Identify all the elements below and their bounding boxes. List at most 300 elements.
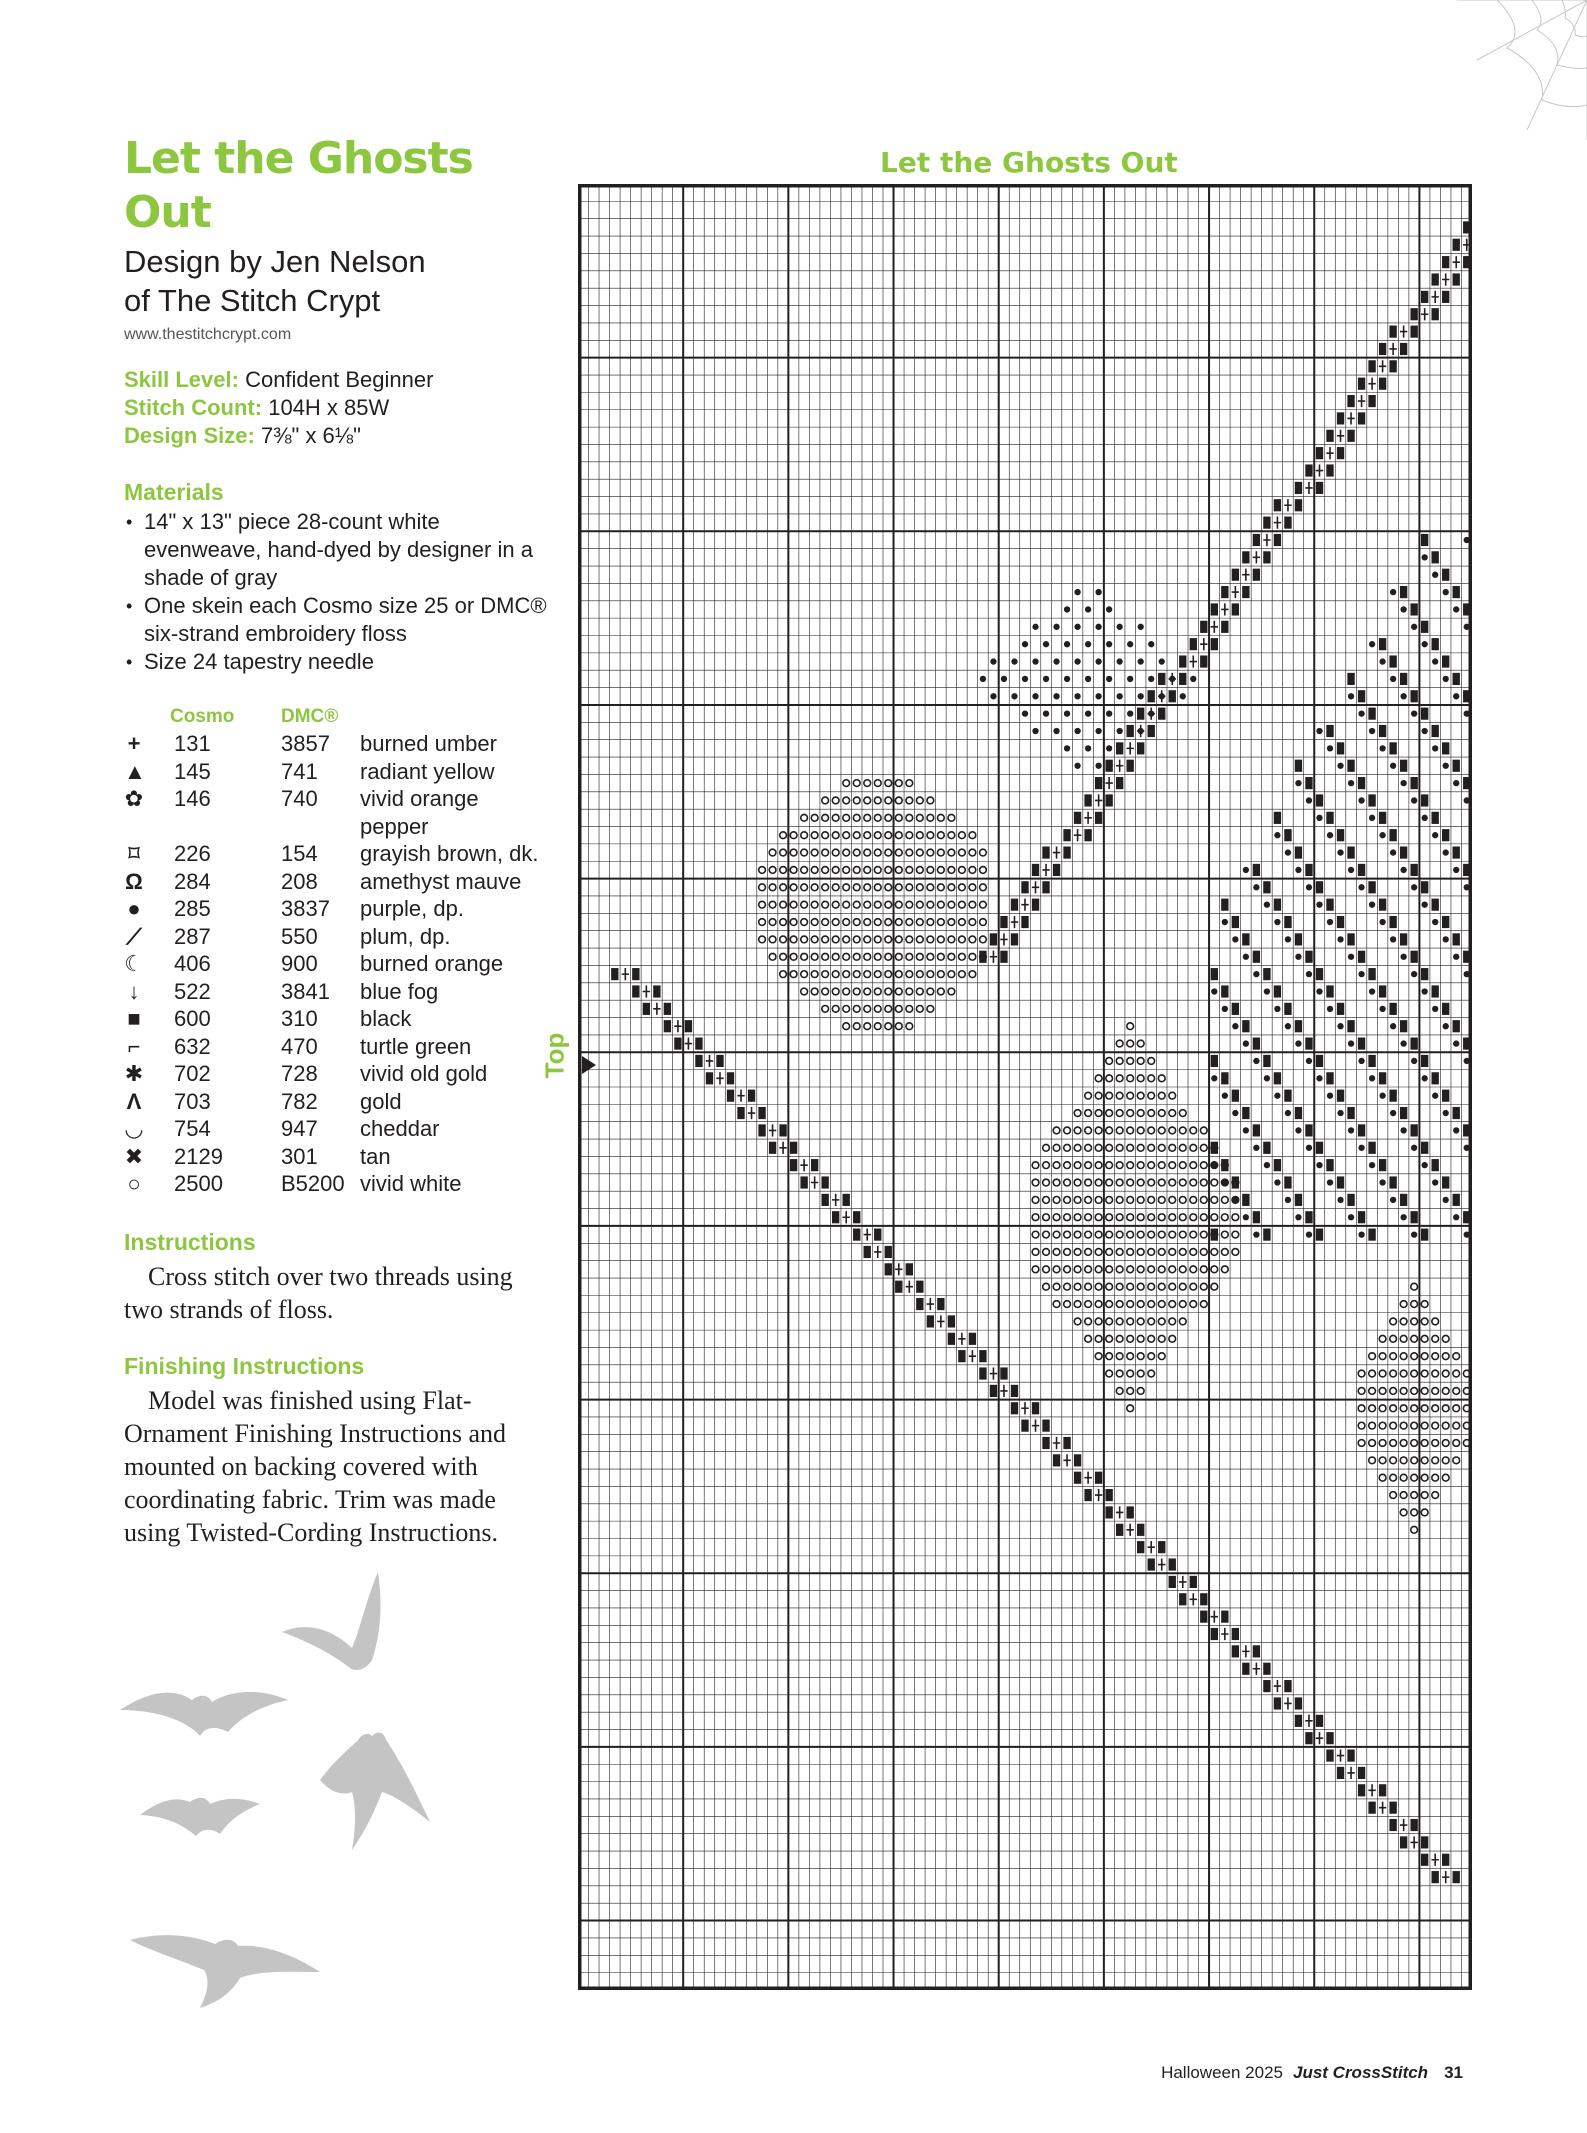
stitch-purple [1379, 745, 1385, 751]
stitch-vivid-white [1158, 1144, 1165, 1151]
key-color-name: burned umber [360, 731, 497, 756]
stitch-vivid-white [906, 919, 913, 926]
stitch-purple [1295, 1127, 1301, 1133]
stitch-vivid-white [1169, 1162, 1176, 1169]
stitch-black [1042, 1437, 1049, 1449]
stitch-black [1221, 621, 1228, 633]
stitch-vivid-white [959, 832, 966, 839]
stitch-vivid-white [1200, 1301, 1207, 1308]
stitch-black [1284, 916, 1291, 928]
stitch-black [1347, 760, 1354, 772]
stitch-burned-umber [1053, 1437, 1060, 1449]
stitch-vivid-white [1190, 1301, 1197, 1308]
stitch-purple [1032, 658, 1038, 664]
stitch-black [1263, 1680, 1270, 1692]
stitch-vivid-white [843, 867, 850, 874]
stitch-vivid-white [1190, 1266, 1197, 1273]
stitch-black [1432, 273, 1439, 285]
stitch-purple [1285, 1023, 1291, 1029]
stitch-vivid-white [864, 901, 871, 908]
stitch-black [1242, 933, 1249, 945]
stitch-vivid-white [822, 867, 829, 874]
stitch-black [1453, 239, 1460, 251]
stitch-burned-umber [1347, 412, 1354, 424]
stitch-vivid-white [864, 884, 871, 891]
stitch-vivid-white [895, 988, 902, 995]
stitch-purple [1327, 1179, 1333, 1185]
stitch-vivid-white [853, 901, 860, 908]
stitch-vivid-white [843, 919, 850, 926]
stitch-vivid-white [937, 832, 944, 839]
stitch-burned-umber [1442, 273, 1449, 285]
stitch-vivid-white [1369, 1353, 1376, 1360]
stitch-purple [1390, 1110, 1396, 1116]
stitch-vivid-white [1179, 1214, 1186, 1221]
stitch-vivid-white [1116, 1214, 1123, 1221]
stitch-burned-umber [1284, 499, 1291, 511]
stitch-purple [1422, 728, 1428, 734]
byline-line-2: of The Stitch Crypt [124, 283, 381, 318]
stitch-vivid-white [843, 936, 850, 943]
stitch-purple [1095, 693, 1101, 699]
stitch-black [979, 1367, 986, 1379]
stitch-vivid-white [843, 780, 850, 787]
stitch-black [1137, 742, 1144, 754]
stitch-vivid-white [1442, 1370, 1449, 1377]
finishing-text: Model was finished using Flat-Ornament Finishing Instructions and mounted on backing covered with coordinating fabric. Trim was made using Twisted-Cording Instructions. [124, 1385, 507, 1547]
stitch-black [1358, 412, 1365, 424]
stitch-vivid-white [1190, 1127, 1197, 1134]
stitch-vivid-white [1106, 1335, 1113, 1342]
stitch-vivid-white [864, 953, 871, 960]
stitch-purple [1274, 1006, 1280, 1012]
stitch-black [1368, 794, 1375, 806]
stitch-black [1116, 777, 1123, 789]
stitch-black [653, 985, 660, 997]
stitch-vivid-white [1442, 1457, 1449, 1464]
stitch-black [1200, 621, 1207, 633]
stitch-vivid-white [1432, 1405, 1439, 1412]
stitch-black [1232, 1645, 1239, 1657]
stitch-vivid-white [1095, 1179, 1102, 1186]
stitch-vivid-white [853, 936, 860, 943]
stitch-vivid-white [948, 919, 955, 926]
key-dmc-number: 947 [281, 1116, 318, 1141]
stitch-vivid-white [811, 832, 818, 839]
stitch-vivid-white [1137, 1075, 1144, 1082]
stitch-purple [1117, 624, 1123, 630]
stitch-black [1368, 1802, 1375, 1814]
stitch-black [1095, 777, 1102, 789]
stitch-vivid-white [1158, 1301, 1165, 1308]
stitch-purple [1422, 554, 1428, 560]
key-row [124, 868, 554, 896]
stitch-vivid-white [980, 919, 987, 926]
stitch-vivid-white [780, 832, 787, 839]
stitch-black [853, 1211, 860, 1223]
stitch-vivid-white [1158, 1214, 1165, 1221]
stitch-purple [1053, 658, 1059, 664]
stitch-black [1337, 1176, 1344, 1188]
stitch-vivid-white [1116, 1353, 1123, 1360]
stitch-vivid-white [1169, 1110, 1176, 1117]
stitch-black [1337, 1003, 1344, 1015]
stitch-purple [1443, 589, 1449, 595]
color-key [124, 730, 554, 1198]
key-cosmo-number: 2129 [174, 1143, 223, 1169]
stitch-vivid-white [832, 849, 839, 856]
stitch-black [727, 1090, 734, 1102]
stitch-vivid-white [1095, 1197, 1102, 1204]
stitch-black [716, 1055, 723, 1067]
stitch-purple [1032, 624, 1038, 630]
stitch-black [1305, 1732, 1312, 1744]
stitch-vivid-white [1085, 1335, 1092, 1342]
key-row [124, 1060, 554, 1088]
stitch-vivid-white [1137, 1144, 1144, 1151]
stitch-purple [1127, 676, 1133, 682]
stitch-purple [1032, 728, 1038, 734]
stitch-purple [1138, 693, 1144, 699]
stitch-vivid-white [1106, 1058, 1113, 1065]
key-dmc-number: 728 [281, 1061, 318, 1086]
stitch-vivid-white [959, 953, 966, 960]
key-dmc-number: 741 [281, 758, 318, 784]
stitch-burned-umber [1316, 464, 1323, 476]
bat-silhouettes-decoration [120, 1560, 500, 2020]
stitch-vivid-white [1400, 1301, 1407, 1308]
stitch-vivid-white [980, 867, 987, 874]
stitch-black [1410, 864, 1417, 876]
stitch-vivid-white [1074, 1231, 1081, 1238]
stitch-vivid-white [969, 919, 976, 926]
stitch-black [1105, 1506, 1112, 1518]
stitch-vivid-white [1369, 1370, 1376, 1377]
stitch-vivid-white [1221, 1266, 1228, 1273]
stitch-vivid-white [1127, 1405, 1134, 1412]
key-row [124, 1033, 554, 1061]
stitch-vivid-white [780, 936, 787, 943]
stitch-black [1021, 916, 1028, 928]
stitch-vivid-white [906, 867, 913, 874]
stitch-black [1421, 1229, 1428, 1241]
stitch-vivid-white [1148, 1058, 1155, 1065]
stitch-black [969, 1333, 976, 1345]
stitch-black [1442, 291, 1449, 303]
stitch-black [1032, 864, 1039, 876]
stitch-vivid-white [1064, 1266, 1071, 1273]
stitch-vivid-white [1400, 1440, 1407, 1447]
stitch-vivid-white [1116, 1388, 1123, 1395]
stitch-vivid-white [822, 1005, 829, 1012]
stitch-vivid-white [832, 867, 839, 874]
stitch-burned-umber [843, 1211, 850, 1223]
stitch-vivid-white [927, 832, 934, 839]
stitch-vivid-white [980, 936, 987, 943]
stitch-black [811, 1159, 818, 1171]
stitch-vivid-white [1116, 1266, 1123, 1273]
stitch-vivid-white [1369, 1388, 1376, 1395]
stitch-black [1305, 1124, 1312, 1136]
stitch-burned-umber [1148, 1541, 1155, 1553]
stitch-vivid-white [1232, 1214, 1239, 1221]
stitch-purple [1464, 1145, 1470, 1151]
stitch-purple [1085, 710, 1091, 716]
stitch-black [1042, 881, 1049, 893]
stitch-purple [1464, 1058, 1470, 1064]
stitch-purple [1379, 1006, 1385, 1012]
stitch-vivid-white [948, 867, 955, 874]
stitch-vivid-white [864, 832, 871, 839]
stitch-black [927, 1315, 934, 1327]
stitch-black [1169, 690, 1176, 702]
stitch-purple [1348, 1127, 1354, 1133]
stitch-vivid-white [1169, 1249, 1176, 1256]
stitch-vivid-white [980, 884, 987, 891]
stitch-purple [1043, 676, 1049, 682]
stitch-black [1148, 690, 1155, 702]
stitch-black [1347, 933, 1354, 945]
design-size-label: Design Size: [124, 423, 255, 448]
stitch-purple [1138, 658, 1144, 664]
stitch-vivid-white [1127, 1335, 1134, 1342]
stitch-black [1400, 673, 1407, 685]
stitch-black [1442, 655, 1449, 667]
stitch-black [1358, 1767, 1365, 1779]
stitch-vivid-white [1085, 1162, 1092, 1169]
stitch-vivid-white [853, 780, 860, 787]
stitch-vivid-white [1179, 1231, 1186, 1238]
stitch-purple [1464, 710, 1470, 716]
stitch-vivid-white [1148, 1335, 1155, 1342]
stitch-purple [1106, 745, 1112, 751]
magazine-name: Just CrossStitch [1292, 2063, 1429, 2082]
key-color-name: vivid old gold [360, 1061, 488, 1086]
stitch-purple [1127, 641, 1133, 647]
stitch-vivid-white [1169, 1318, 1176, 1325]
stitch-vivid-white [1200, 1179, 1207, 1186]
stitch-black [1316, 1229, 1323, 1241]
key-dmc-number: B5200 [281, 1171, 345, 1196]
stitch-black [1326, 1159, 1333, 1171]
stitch-vivid-white [1453, 1388, 1460, 1395]
stitch-vivid-white [906, 884, 913, 891]
stitch-black [1190, 1576, 1197, 1588]
stitch-vivid-white [1137, 1162, 1144, 1169]
stitch-black [1326, 1749, 1333, 1761]
stitch-purple [1337, 1023, 1343, 1029]
stitch-black [1442, 256, 1449, 268]
stitch-vivid-white [1085, 1214, 1092, 1221]
stitch-vivid-white [1411, 1526, 1418, 1533]
stitch-black [1274, 985, 1281, 997]
key-color-name: plum, dp. [360, 923, 451, 949]
stitch-vivid-white [927, 797, 934, 804]
stitch-vivid-white [937, 814, 944, 821]
materials-heading: Materials [124, 479, 224, 505]
stitch-purple [1464, 797, 1470, 803]
stitch-vivid-white [969, 884, 976, 891]
stitch-vivid-white [1148, 1144, 1155, 1151]
stitch-vivid-white [1043, 1162, 1050, 1169]
stitch-vivid-white [874, 814, 881, 821]
list-item: • 14" x 13" piece 28-count white evenweave, hand-dyed by designer in a shade of gray [124, 508, 554, 592]
stitch-purple [1443, 1110, 1449, 1116]
stitch-black [1095, 812, 1102, 824]
stitch-vivid-white [1074, 1162, 1081, 1169]
stitch-black [1042, 846, 1049, 858]
stitch-black [1326, 812, 1333, 824]
stitch-purple [1295, 1214, 1301, 1220]
stitch-vivid-white [937, 849, 944, 856]
stitch-black [1453, 1871, 1460, 1883]
key-symbol-icon: ⌐ [127, 1033, 141, 1059]
stitch-black [1295, 933, 1302, 945]
stitch-black [1337, 916, 1344, 928]
stitch-vivid-white [1032, 1162, 1039, 1169]
stitch-black [864, 1246, 871, 1258]
stitch-black [790, 1159, 797, 1171]
stitch-vivid-white [1179, 1162, 1186, 1169]
stitch-black [1379, 1784, 1386, 1796]
stitch-black [1410, 777, 1417, 789]
stitch-vivid-white [1074, 1249, 1081, 1256]
stitch-vivid-white [1043, 1179, 1050, 1186]
stitch-vivid-white [1137, 1040, 1144, 1047]
stitch-black [1274, 1072, 1281, 1084]
key-dmc-number: 900 [281, 951, 318, 976]
stitch-vivid-white [1400, 1318, 1407, 1325]
stitch-vivid-white [832, 953, 839, 960]
stitch-vivid-white [1442, 1335, 1449, 1342]
stitch-vivid-white [916, 1005, 923, 1012]
stitch-vivid-white [1032, 1249, 1039, 1256]
key-color-name: blue fog [360, 978, 439, 1004]
stitch-purple [1443, 1023, 1449, 1029]
stitch-vivid-white [1190, 1197, 1197, 1204]
stitch-vivid-white [959, 971, 966, 978]
stitch-burned-umber [1063, 1454, 1070, 1466]
stitch-black [1410, 326, 1417, 338]
stitch-vivid-white [1053, 1301, 1060, 1308]
cross-stitch-chart [578, 184, 1472, 1990]
stitch-vivid-white [969, 832, 976, 839]
stitch-vivid-white [948, 849, 955, 856]
key-row [124, 758, 554, 786]
stitch-purple [1074, 624, 1080, 630]
stitch-burned-umber [1421, 308, 1428, 320]
stitch-purple [1348, 867, 1354, 873]
stitch-vivid-white [1390, 1335, 1397, 1342]
stitch-vivid-white [916, 988, 923, 995]
stitch-vivid-white [1179, 1301, 1186, 1308]
stitch-purple [1253, 1145, 1259, 1151]
stitch-purple [1432, 1093, 1438, 1099]
stitch-black [1421, 1854, 1428, 1866]
stitch-vivid-white [1116, 1231, 1123, 1238]
finishing-heading: Finishing Instructions [124, 1352, 365, 1379]
stitch-vivid-white [1095, 1214, 1102, 1221]
stitch-burned-umber [1084, 1472, 1091, 1484]
stitch-vivid-white [832, 884, 839, 891]
stitch-vivid-white [1116, 1040, 1123, 1047]
stitch-purple [1295, 780, 1301, 786]
stitch-vivid-white [1127, 1075, 1134, 1082]
stitch-vivid-white [1116, 1058, 1123, 1065]
key-symbol-icon: ⌑ [128, 841, 140, 866]
stitch-black [1410, 1211, 1417, 1223]
stitch-vivid-white [885, 832, 892, 839]
stitch-vivid-white [1127, 1353, 1134, 1360]
stitch-black [1379, 1072, 1386, 1084]
stitch-black [1179, 1593, 1186, 1605]
stitch-vivid-white [937, 936, 944, 943]
stitch-vivid-white [916, 849, 923, 856]
stitch-vivid-white [1400, 1457, 1407, 1464]
stitch-purple [1453, 780, 1459, 786]
stitch-black [1221, 1072, 1228, 1084]
stitch-vivid-white [1200, 1197, 1207, 1204]
stitch-purple [1190, 676, 1196, 682]
stitch-purple [1390, 936, 1396, 942]
stitch-vivid-white [1211, 1197, 1218, 1204]
stitch-black [1432, 1159, 1439, 1171]
stitch-black [1211, 638, 1218, 650]
stitch-vivid-white [969, 936, 976, 943]
stitch-black [1211, 968, 1218, 980]
stitch-vivid-white [1127, 1283, 1134, 1290]
stitch-vivid-white [885, 797, 892, 804]
stitch-black [706, 1072, 713, 1084]
stitch-black [1347, 1020, 1354, 1032]
stitch-purple [1064, 676, 1070, 682]
stitch-vivid-white [1095, 1162, 1102, 1169]
stitch-purple [1379, 1093, 1385, 1099]
stitch-black [1463, 603, 1470, 615]
stitch-purple [1043, 641, 1049, 647]
stitch-vivid-white [937, 901, 944, 908]
stitch-black [1316, 968, 1323, 980]
stitch-vivid-white [1064, 1283, 1071, 1290]
stitch-vivid-white [1148, 1092, 1155, 1099]
stitch-black [1379, 725, 1386, 737]
stitch-burned-umber [685, 1038, 692, 1050]
stitch-purple [1422, 988, 1428, 994]
stitch-vivid-white [822, 884, 829, 891]
stitch-vivid-white [1200, 1266, 1207, 1273]
stitch-vivid-white [1379, 1353, 1386, 1360]
stitch-vivid-white [1064, 1144, 1071, 1151]
stitch-purple [1117, 728, 1123, 734]
stitch-black [1379, 899, 1386, 911]
stitch-vivid-white [1064, 1162, 1071, 1169]
stitch-black [1326, 985, 1333, 997]
stitch-vivid-white [1085, 1144, 1092, 1151]
stitch-vivid-white [1379, 1422, 1386, 1429]
stitch-black [1326, 1732, 1333, 1744]
stitch-black [1432, 725, 1439, 737]
stitch-vivid-white [1137, 1197, 1144, 1204]
stitch-black [843, 1194, 850, 1206]
stitch-vivid-white [1127, 1301, 1134, 1308]
key-row [124, 1143, 554, 1171]
stitch-vivid-white [874, 797, 881, 804]
stitch-black [948, 1333, 955, 1345]
stitch-vivid-white [1148, 1318, 1155, 1325]
stitch-vivid-white [790, 953, 797, 960]
key-cosmo-number: 131 [174, 731, 211, 756]
stitch-black [1305, 951, 1312, 963]
